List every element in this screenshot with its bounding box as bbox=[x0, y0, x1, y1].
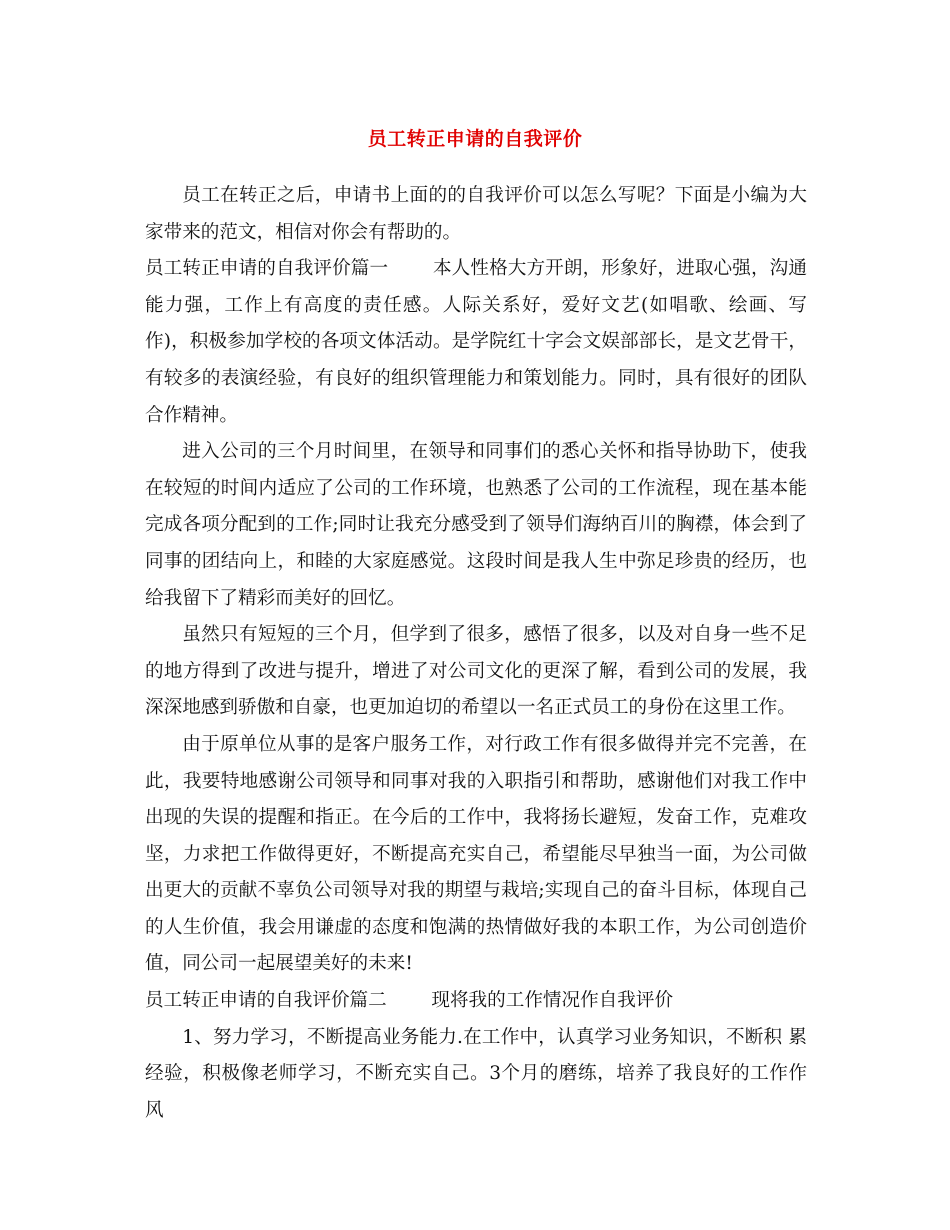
document-title: 员工转正申请的自我评价 bbox=[367, 128, 583, 150]
section-2-paragraph bbox=[145, 983, 807, 1020]
document-body bbox=[145, 178, 807, 1129]
body-paragraph: 进入公司的三个月时间里，在领导和同事们的悉心关怀和指导协助下，使我在较短的时间内适应了公司的工作环境，也熟悉了公司的工作流程，现在基本能完成各项分配到的工作;同时让我充分感受到了领导们海纳百川的胸襟，体会到了同事的团结向上，和睦的大家庭感觉。这段时间是我人生中弥足珍贵的经历，也给我留下了精彩而美好的回忆。 bbox=[145, 441, 807, 609]
section-2-heading: 员工转正申请的自我评价篇二 bbox=[145, 990, 387, 1012]
body-paragraph: 1、努力学习，不断提高业务能力.在工作中，认真学习业务知识，不断积 累经验，积极像老师学习，不断充实自己。3个月的磨练，培养了我良好的工作作风 bbox=[145, 1026, 807, 1121]
body-paragraph: 虽然只有短短的三个月，但学到了很多，感悟了很多，以及对自身一些不足的地方得到了改进与提升，增进了对公司文化的更深了解，看到公司的发展，我深深地感到骄傲和自豪，也更加迫切的希望以一名正式员工的身份在这里工作。 bbox=[145, 624, 807, 719]
section-1-heading: 员工转正申请的自我评价篇一 bbox=[145, 258, 389, 280]
section-2-lead: 现将我的工作情况作自我评价 bbox=[431, 990, 674, 1012]
section-1-lead: 本人性格大方开朗，形象好，进取心强，沟通能力强，工作上有高度的责任感。人际关系好，爱好文艺(如唱歌、绘画、写作)，积极参加学校的各项文体活动。是学院红十字会文娱部部长，是文艺骨干，有较多的表演经验，有良好的组织管理能力和策划能力。同时，具有很好的团队合作精神。 bbox=[145, 258, 807, 426]
section-1-paragraph bbox=[145, 251, 807, 434]
body-paragraph: 由于原单位从事的是客户服务工作，对行政工作有很多做得并完不完善，在此，我要特地感谢公司领导和同事对我的入职指引和帮助，感谢他们对我工作中出现的失误的提醒和指正。在今后的工作中，我将扬长避短，发奋工作，克难攻坚，力求把工作做得更好，不断提高充实自己，希望能尽早独当一面，为公司做出更大的贡献不辜负公司领导对我的期望与栽培;实现自己的奋斗目标，体现自己的人生价值，我会用谦虚的态度和饱满的热情做好我的本职工作，为公司创造价值，同公司一起展望美好的未来! bbox=[145, 733, 807, 975]
intro-paragraph: 员工在转正之后，申请书上面的的自我评价可以怎么写呢？下面是小编为大家带来的范文，相信对你会有帮助的。 bbox=[145, 185, 807, 243]
